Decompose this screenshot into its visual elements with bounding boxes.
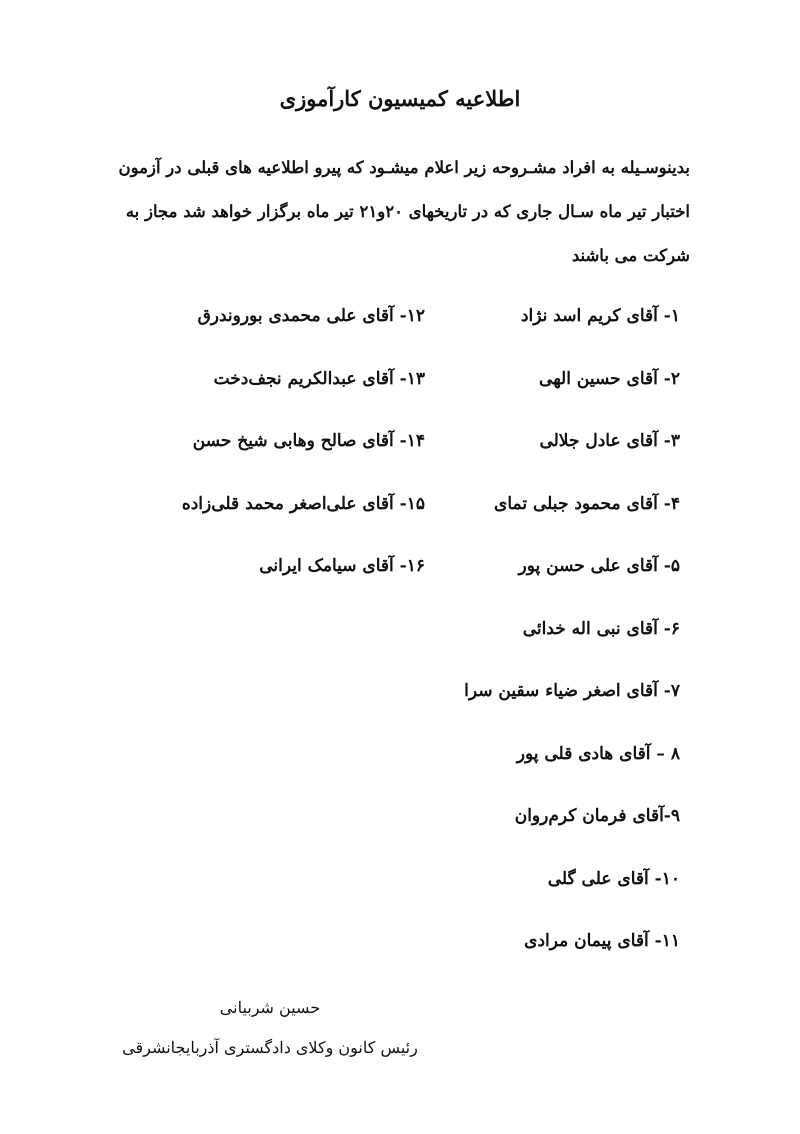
list-item: ۹-آقای فرمان کرم‌روان (514, 806, 680, 826)
list-item: ۱۱- آقای پیمان مرادی (524, 931, 680, 951)
names-list-left (165, 296, 425, 609)
list-item: ۱۳- آقای عبدالکریم نجف‌دخت (213, 368, 425, 389)
list-item: ۵- آقای علی حسن پور (518, 556, 680, 576)
list-item: ۴- آقای محمود جبلی تمای (494, 493, 680, 514)
intro-line: بدینوسـیله به افراد مشـروحه زیر اعلام میشـود که پیرو اطلاعیه های قبلی در آزمون (118, 158, 690, 177)
list-item: ۲- آقای حسین الهی (539, 368, 680, 389)
list-item: ۷- آقای اصغر ضیاء سقین سرا (464, 681, 680, 701)
names-list-right (440, 296, 680, 984)
intro-line: شرکت می باشند (571, 246, 690, 265)
list-item: ۱۶- آقای سیامک ایرانی (259, 556, 425, 576)
list-item: ۱- آقای کریم اسد نژاد (520, 306, 680, 326)
intro-line: اختبار تیر ماه سـال جاری که در تاریخهای ۲۰و۲۱ تیر ماه برگزار خواهد شد مجاز به (125, 202, 690, 221)
signatory-name: حسین شربیانی (219, 998, 321, 1017)
list-item: ۱۴- آقای صالح وهابی شیخ حسن (192, 431, 425, 451)
signatory-position: رئیس کانون وکلای دادگستری آذربایجانشرقی (122, 1038, 418, 1057)
list-item: ۸ – آقای هادی قلی پور (516, 743, 680, 764)
list-item: ۶- آقای نبی اله خدائی (522, 618, 680, 639)
list-item: ۱۲- آقای علی محمدی بوروندرق (197, 306, 425, 326)
list-item: ۱۵- آقای علی‌اصغر محمد قلی‌زاده (181, 493, 425, 514)
signature-block (90, 988, 450, 1068)
intro-paragraph (100, 146, 690, 278)
list-item: ۳- آقای عادل جلالی (539, 431, 680, 451)
page-title: اطلاعیه کمیسیون کارآموزی (279, 86, 521, 111)
list-item: ۱۰- آقای علی گلی (547, 868, 680, 889)
